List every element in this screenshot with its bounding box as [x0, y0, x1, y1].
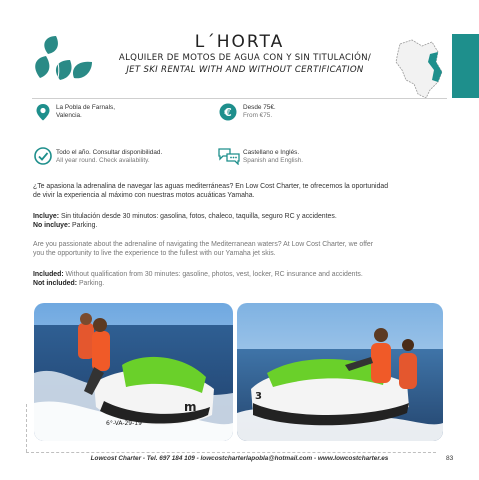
- schedule-info: [56, 149, 162, 165]
- intro-es-line-1: ¿Te apasiona la adrenalina de navegar las aguas mediterráneas? En Low Cost Charter, te ofrecemos la oportunidad: [33, 183, 389, 190]
- includes-es: [33, 212, 447, 230]
- svg-text:m: m: [184, 400, 197, 414]
- included-text-en: Without qualification from 30 minutes: gasoline, photos, vest, locker, RC insurance and accidents.: [63, 271, 363, 278]
- languages-info: [243, 149, 303, 165]
- subtitle-english: JET SKI RENTAL WITH AND WITHOUT CERTIFICATION: [126, 65, 364, 75]
- header-divider: [32, 98, 447, 99]
- page-title: L´HORTA: [194, 32, 285, 52]
- decorative-dashed-line: [26, 452, 436, 454]
- speech-bubbles-icon: [218, 147, 240, 165]
- location-info: [56, 104, 115, 120]
- svg-text:€: €: [224, 106, 232, 119]
- languages-line-en: Spanish and English.: [243, 157, 304, 164]
- jet-ski-photo-left: [34, 303, 233, 441]
- intro-paragraph-es: [33, 182, 447, 200]
- includes-en: [33, 270, 447, 288]
- footer-contact: Lowcost Charter - Tel. 697 184 109 - lowcostcharterlapobla@hotmail.com - www.lowcostcharter.es: [90, 455, 389, 462]
- not-included-text-en: Parking.: [77, 280, 105, 287]
- svg-text:3: 3: [255, 391, 262, 402]
- schedule-line-es: Todo el año. Consultar disponibilidad.: [56, 149, 163, 156]
- intro-en-line-2: you the opportunity to live the experience to the fullest with our Yamaha jet skis.: [33, 250, 276, 257]
- not-included-text-es: Parking.: [70, 222, 98, 229]
- intro-paragraph-en: [33, 240, 447, 258]
- location-pin-icon: [34, 103, 52, 121]
- euro-icon: [219, 103, 237, 121]
- intro-en-line-1: Are you passionate about the adrenaline of navigating the Mediterranean waters? At Low Cost Charter, we offer: [33, 241, 374, 248]
- right-plate-text: 6°-VA-29-19: [319, 417, 366, 425]
- page-number: 83: [446, 455, 454, 462]
- subtitle-spanish: ALQUILER DE MOTOS DE AGUA CON Y SIN TITULACIÓN/: [118, 53, 372, 63]
- left-plate-text: 6°-VA-29-19: [106, 420, 142, 427]
- not-included-label-en: Not included:: [33, 280, 78, 287]
- price-line-en: From €75.: [243, 112, 273, 119]
- languages-line-es: Castellano e Inglés.: [243, 149, 300, 156]
- decorative-dashed-line: [26, 404, 28, 452]
- includes-text-es: Sin titulación desde 30 minutos: gasolina, fotos, chaleco, taquilla, seguro RC y accidentes.: [59, 213, 337, 220]
- jet-ski-photo-right: [237, 303, 443, 441]
- check-circle-icon: [34, 147, 52, 165]
- location-line-es: La Pobla de Farnals,: [56, 104, 115, 111]
- schedule-line-en: All year round. Check availability.: [56, 157, 150, 164]
- not-included-label-es: No incluye:: [33, 222, 71, 229]
- location-line-2: Valencia.: [56, 112, 82, 119]
- price-line-es: Desde 75€.: [243, 104, 276, 111]
- region-map-icon: [392, 34, 450, 100]
- price-info: [243, 104, 276, 120]
- section-tab: [452, 34, 479, 98]
- included-label-en: Included:: [33, 271, 64, 278]
- intro-es-line-2: de vivir la experiencia al máximo con nuestras motos acuáticas Yamaha.: [33, 192, 255, 199]
- includes-label-es: Incluye:: [33, 213, 60, 220]
